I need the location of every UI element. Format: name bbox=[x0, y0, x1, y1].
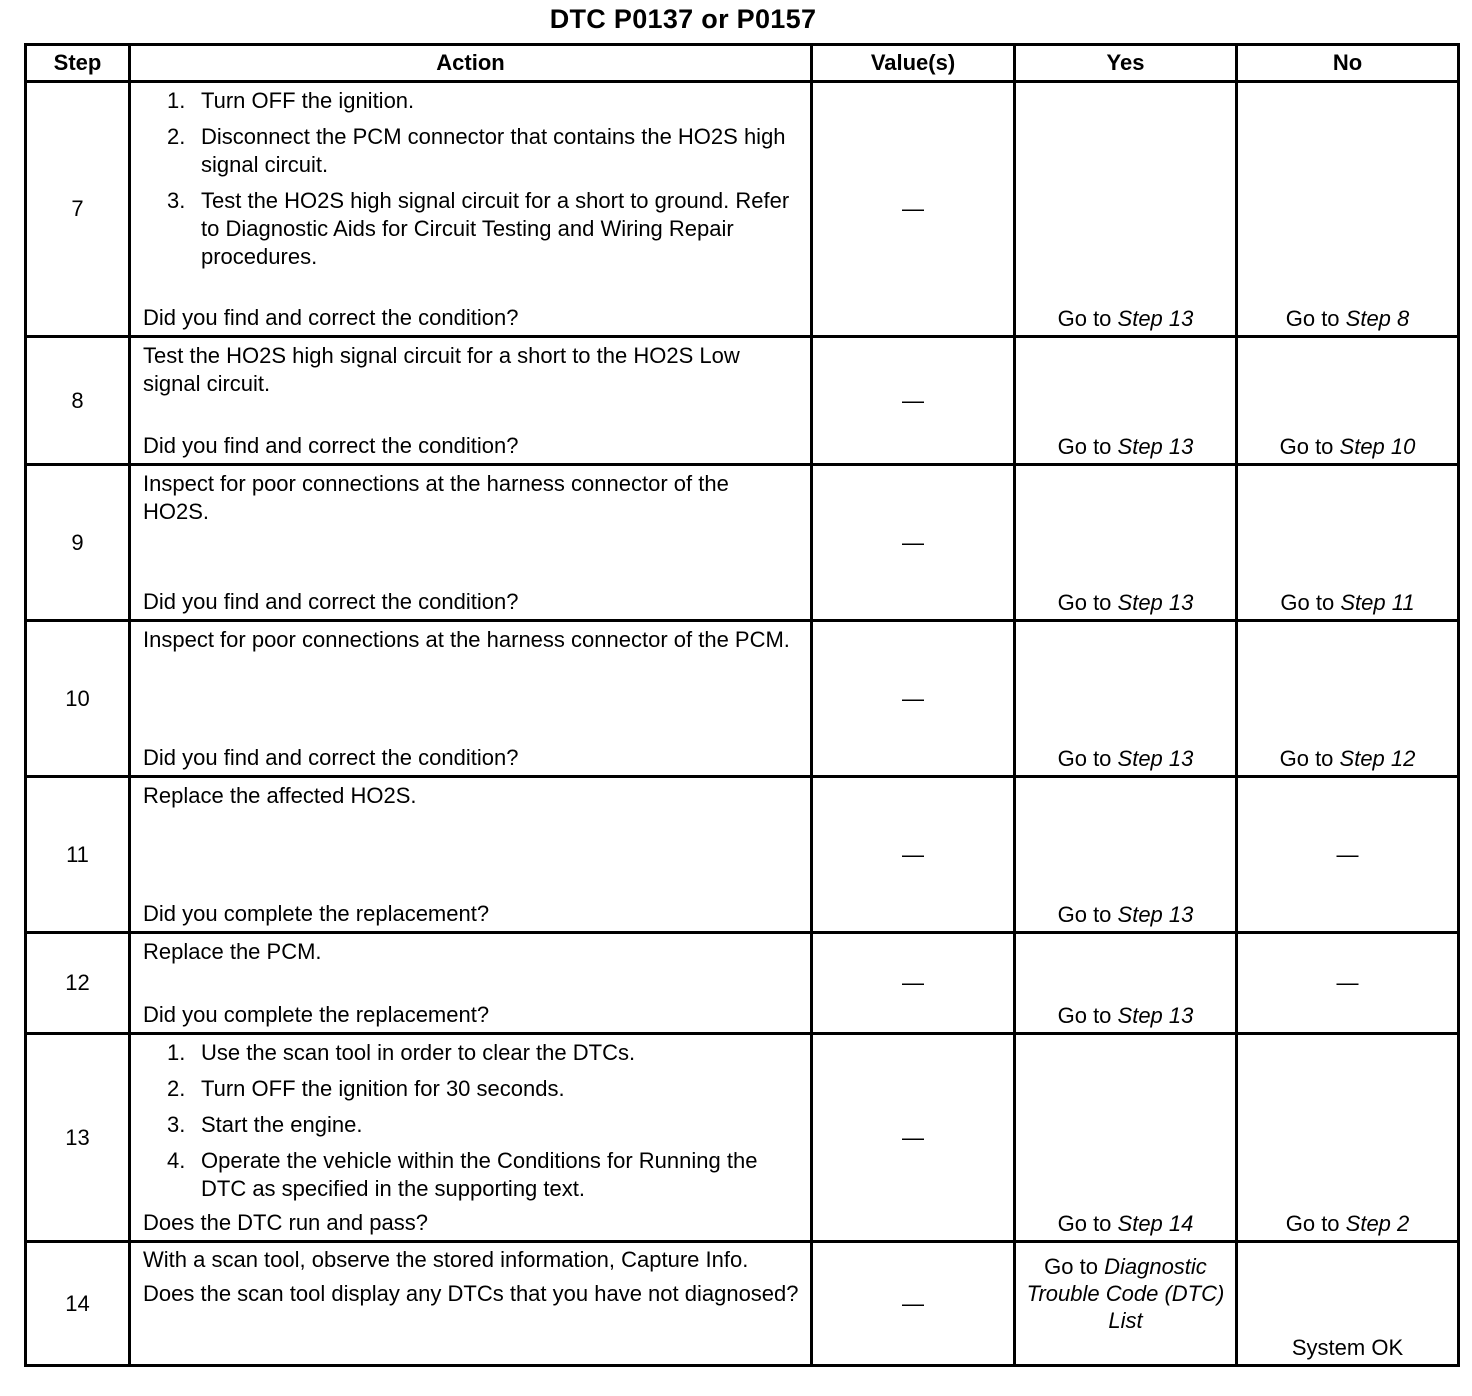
no-cell bbox=[1237, 82, 1459, 337]
action-list bbox=[143, 1039, 800, 1203]
action-text: Replace the affected HO2S. bbox=[143, 783, 417, 808]
action-cell bbox=[130, 1242, 812, 1366]
value-text: — bbox=[902, 970, 924, 995]
value-cell bbox=[812, 777, 1015, 933]
goto-prefix: Go to bbox=[1057, 590, 1118, 615]
yes-cell bbox=[1015, 1242, 1237, 1366]
column-header-values: Value(s) bbox=[812, 45, 1015, 82]
step-link[interactable]: Step 12 bbox=[1339, 746, 1416, 771]
action-text: With a scan tool, observe the stored information, Capture Info. bbox=[143, 1247, 749, 1272]
value-text: — bbox=[902, 529, 924, 555]
goto-prefix: Go to bbox=[1057, 902, 1118, 927]
step-link[interactable]: Step 10 bbox=[1339, 434, 1416, 459]
action-question: Did you find and correct the condition? bbox=[143, 745, 519, 770]
list-item: Use the scan tool in order to clear the DTCs. bbox=[201, 1040, 636, 1065]
column-header-step: Step bbox=[26, 45, 130, 82]
yes-cell bbox=[1015, 337, 1237, 465]
action-cell bbox=[130, 337, 812, 465]
action-question: Did you find and correct the condition? bbox=[143, 589, 519, 614]
action-text: Inspect for poor connections at the harness connector of the PCM. bbox=[143, 627, 790, 652]
table-row bbox=[26, 465, 1459, 621]
step-link[interactable]: Step 13 bbox=[1117, 434, 1194, 459]
no-cell bbox=[1237, 621, 1459, 777]
goto-prefix: Go to bbox=[1279, 746, 1340, 771]
action-text: Test the HO2S high signal circuit for a short to the HO2S Low signal circuit. bbox=[143, 343, 740, 396]
no-cell bbox=[1237, 337, 1459, 465]
list-item: Turn OFF the ignition for 30 seconds. bbox=[201, 1076, 565, 1101]
action-cell bbox=[130, 933, 812, 1034]
list-item: Disconnect the PCM connector that contains the HO2S high signal circuit. bbox=[201, 124, 786, 177]
step-link[interactable]: Step 13 bbox=[1117, 902, 1194, 927]
value-cell bbox=[812, 1034, 1015, 1242]
no-cell bbox=[1237, 933, 1459, 1034]
goto-prefix: Go to bbox=[1279, 434, 1340, 459]
step-link[interactable]: Step 2 bbox=[1345, 1211, 1410, 1236]
list-item: Test the HO2S high signal circuit for a short to ground. Refer to Diagnostic Aids for Circuit Testing and Wiring Repair procedures. bbox=[201, 188, 790, 269]
yes-cell bbox=[1015, 82, 1237, 337]
action-cell bbox=[130, 1034, 812, 1242]
column-header-no: No bbox=[1237, 45, 1459, 82]
step-number: 13 bbox=[26, 1034, 130, 1242]
diagnostic-table bbox=[24, 43, 1460, 1367]
step-number: 7 bbox=[26, 82, 130, 337]
page-title: DTC P0137 or P0157 bbox=[549, 4, 817, 34]
value-cell bbox=[812, 933, 1015, 1034]
step-link[interactable]: Step 11 bbox=[1340, 590, 1415, 615]
step-link[interactable]: Step 13 bbox=[1117, 1003, 1194, 1028]
value-text: — bbox=[902, 196, 924, 221]
step-number: 8 bbox=[26, 337, 130, 465]
value-cell bbox=[812, 465, 1015, 621]
action-question: Did you complete the replacement? bbox=[143, 901, 490, 926]
table-row bbox=[26, 621, 1459, 777]
yes-cell bbox=[1015, 621, 1237, 777]
action-list bbox=[143, 87, 800, 271]
action-text: Replace the PCM. bbox=[143, 939, 322, 964]
value-text: — bbox=[902, 387, 924, 413]
action-cell bbox=[130, 465, 812, 621]
step-number: 14 bbox=[26, 1242, 130, 1366]
goto-prefix: Go to bbox=[1285, 1211, 1346, 1236]
action-text: Inspect for poor connections at the harness connector of the HO2S. bbox=[143, 471, 729, 524]
list-item: Turn OFF the ignition. bbox=[201, 88, 415, 113]
action-cell bbox=[130, 621, 812, 777]
dtc-list-link[interactable]: Diagnostic Trouble Code (DTC) List bbox=[1026, 1254, 1225, 1333]
goto-prefix: Go to bbox=[1285, 306, 1346, 331]
yes-cell bbox=[1015, 777, 1237, 933]
value-cell bbox=[812, 337, 1015, 465]
table-row bbox=[26, 82, 1459, 337]
goto-prefix: Go to bbox=[1057, 306, 1118, 331]
step-number: 11 bbox=[26, 777, 130, 933]
goto-prefix: Go to bbox=[1044, 1254, 1105, 1279]
table-row bbox=[26, 933, 1459, 1034]
list-item: Operate the vehicle within the Conditions for Running the DTC as specified in the supporting text. bbox=[201, 1148, 758, 1201]
value-text: — bbox=[902, 841, 924, 867]
step-link[interactable]: Step 14 bbox=[1117, 1211, 1194, 1236]
value-text: — bbox=[902, 1124, 924, 1150]
no-cell bbox=[1237, 777, 1459, 933]
yes-cell bbox=[1015, 1034, 1237, 1242]
action-question: Did you find and correct the condition? bbox=[143, 433, 519, 458]
table-row bbox=[26, 337, 1459, 465]
goto-prefix: Go to bbox=[1057, 1003, 1118, 1028]
step-link[interactable]: Step 8 bbox=[1345, 306, 1410, 331]
no-cell bbox=[1237, 1242, 1459, 1366]
table-row bbox=[26, 777, 1459, 933]
value-text: — bbox=[1336, 841, 1359, 867]
yes-cell bbox=[1015, 465, 1237, 621]
value-text: — bbox=[1336, 970, 1359, 995]
value-cell bbox=[812, 621, 1015, 777]
action-question: Does the scan tool display any DTCs that you have not diagnosed? bbox=[143, 1281, 799, 1306]
table-row bbox=[26, 1242, 1459, 1366]
list-item: Start the engine. bbox=[201, 1112, 363, 1137]
step-link[interactable]: Step 13 bbox=[1117, 590, 1194, 615]
step-link[interactable]: Step 13 bbox=[1117, 746, 1194, 771]
action-cell bbox=[130, 777, 812, 933]
step-number: 12 bbox=[26, 933, 130, 1034]
step-link[interactable]: Step 13 bbox=[1117, 306, 1194, 331]
no-cell bbox=[1237, 1034, 1459, 1242]
value-cell bbox=[812, 82, 1015, 337]
action-question: Did you complete the replacement? bbox=[143, 1002, 490, 1027]
value-text: — bbox=[902, 1290, 924, 1316]
column-header-yes: Yes bbox=[1015, 45, 1237, 82]
yes-cell bbox=[1015, 933, 1237, 1034]
column-header-action: Action bbox=[130, 45, 812, 82]
step-number: 9 bbox=[26, 465, 130, 621]
action-question: Does the DTC run and pass? bbox=[143, 1210, 428, 1235]
value-text: — bbox=[902, 685, 924, 711]
action-cell bbox=[130, 82, 812, 337]
value-cell bbox=[812, 1242, 1015, 1366]
goto-prefix: Go to bbox=[1057, 1211, 1118, 1236]
action-question: Did you find and correct the condition? bbox=[143, 305, 519, 330]
no-cell bbox=[1237, 465, 1459, 621]
goto-prefix: Go to bbox=[1057, 746, 1118, 771]
table-row bbox=[26, 1034, 1459, 1242]
system-ok-text: System OK bbox=[1291, 1335, 1404, 1360]
goto-prefix: Go to bbox=[1280, 590, 1341, 615]
header-row bbox=[26, 45, 1459, 82]
step-number: 10 bbox=[26, 621, 130, 777]
goto-prefix: Go to bbox=[1057, 434, 1118, 459]
